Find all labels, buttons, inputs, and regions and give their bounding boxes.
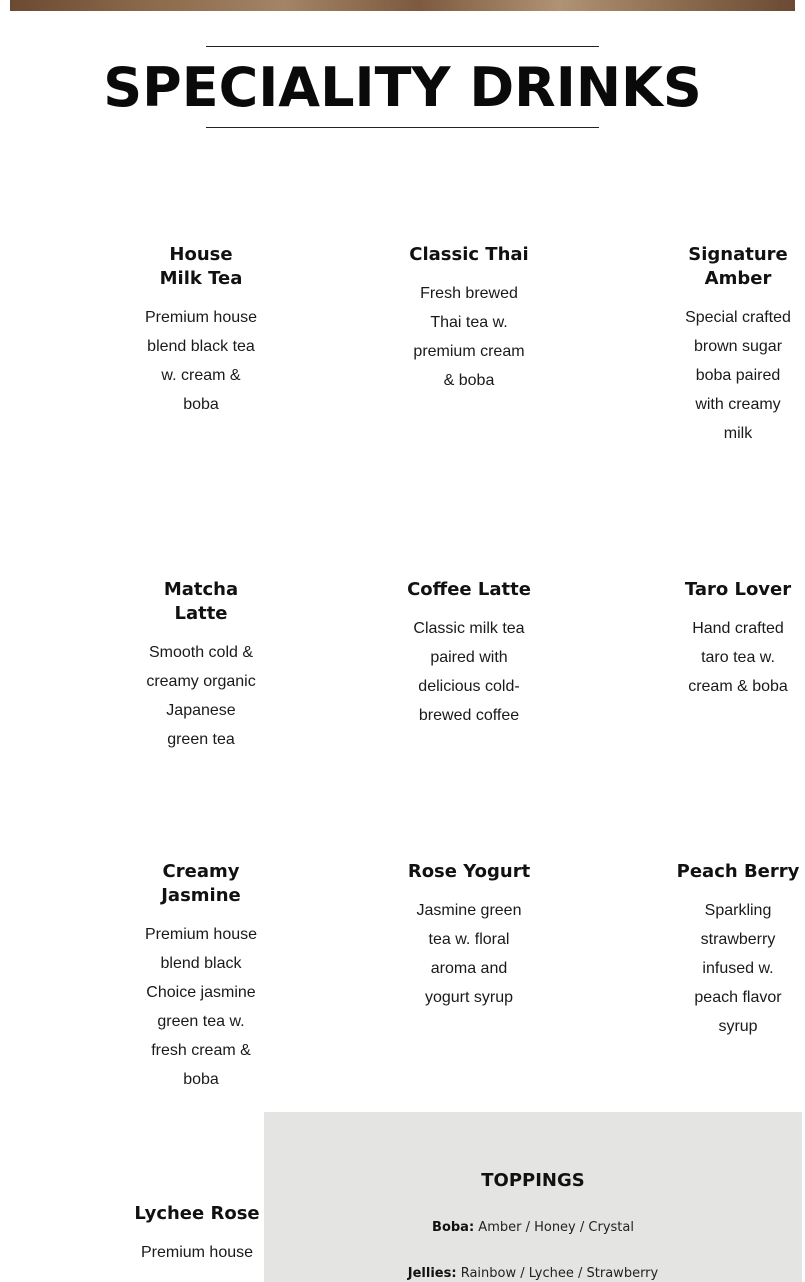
- drink-description: Special crafted brown sugar boba paired with creamy milk: [685, 309, 791, 442]
- drink-item-classic-thai: [404, 243, 534, 395]
- drink-description: Fresh brewed Thai tea w. premium cream & boba: [413, 285, 525, 389]
- drink-item-rose-yogurt: [404, 860, 534, 1012]
- drink-name: Classic Thai: [409, 244, 529, 265]
- drink-name: Signature Amber: [688, 244, 788, 289]
- drink-name: Matcha Latte: [163, 579, 239, 624]
- topping-value: Rainbow / Lychee / Strawberry: [460, 1266, 659, 1281]
- drink-item-taro-lover: [673, 578, 803, 701]
- drink-item-coffee-latte: [404, 578, 534, 730]
- topping-line-jellies: [264, 1266, 802, 1281]
- topping-label: Boba:: [432, 1220, 475, 1235]
- drink-item-house-milk-tea: [136, 243, 266, 419]
- toppings-title: TOPPINGS: [481, 1170, 585, 1191]
- topping-line-boba: [264, 1220, 802, 1235]
- drink-description: Jasmine green tea w. floral aroma and yogurt syrup: [416, 902, 522, 1006]
- drink-item-signature-amber: [673, 243, 803, 448]
- drink-name: Creamy Jasmine: [161, 861, 241, 906]
- drink-name: Coffee Latte: [407, 579, 531, 600]
- drink-description: Premium house blend black tea w. cream & boba: [144, 309, 258, 413]
- drink-item-creamy-jasmine: [136, 860, 266, 1094]
- drink-item-peach-berry: [673, 860, 803, 1041]
- title-rule-top: [206, 46, 599, 47]
- drink-description: Hand crafted taro tea w. cream & boba: [688, 620, 788, 695]
- title-rule-bottom: [206, 127, 599, 128]
- drink-description: Smooth cold & creamy organic Japanese green tea: [146, 644, 256, 748]
- drink-item-matcha-latte: [136, 578, 266, 754]
- page-title: SPECIALITY DRINKS: [103, 56, 702, 119]
- toppings-panel: [264, 1112, 802, 1282]
- drink-name: Taro Lover: [684, 579, 792, 600]
- topping-label: Jellies:: [407, 1266, 457, 1281]
- drink-description: Classic milk tea paired with delicious cold-brewed coffee: [413, 620, 525, 724]
- drink-name: Lychee Rose: [134, 1203, 260, 1224]
- drink-name: House Milk Tea: [159, 244, 243, 289]
- drink-description: Premium house blend black Choice jasmine green tea w. fresh cream & boba: [144, 926, 258, 1088]
- drink-name: Rose Yogurt: [407, 861, 531, 882]
- topping-value: Amber / Honey / Crystal: [478, 1220, 634, 1235]
- drink-name: Peach Berry: [676, 861, 800, 882]
- hero-image-strip: [10, 0, 795, 11]
- drink-item-lychee-rose: [132, 1202, 262, 1267]
- drink-description: Sparkling strawberry infused w. peach flavor syrup: [694, 902, 782, 1035]
- drink-description: Premium house: [140, 1244, 254, 1261]
